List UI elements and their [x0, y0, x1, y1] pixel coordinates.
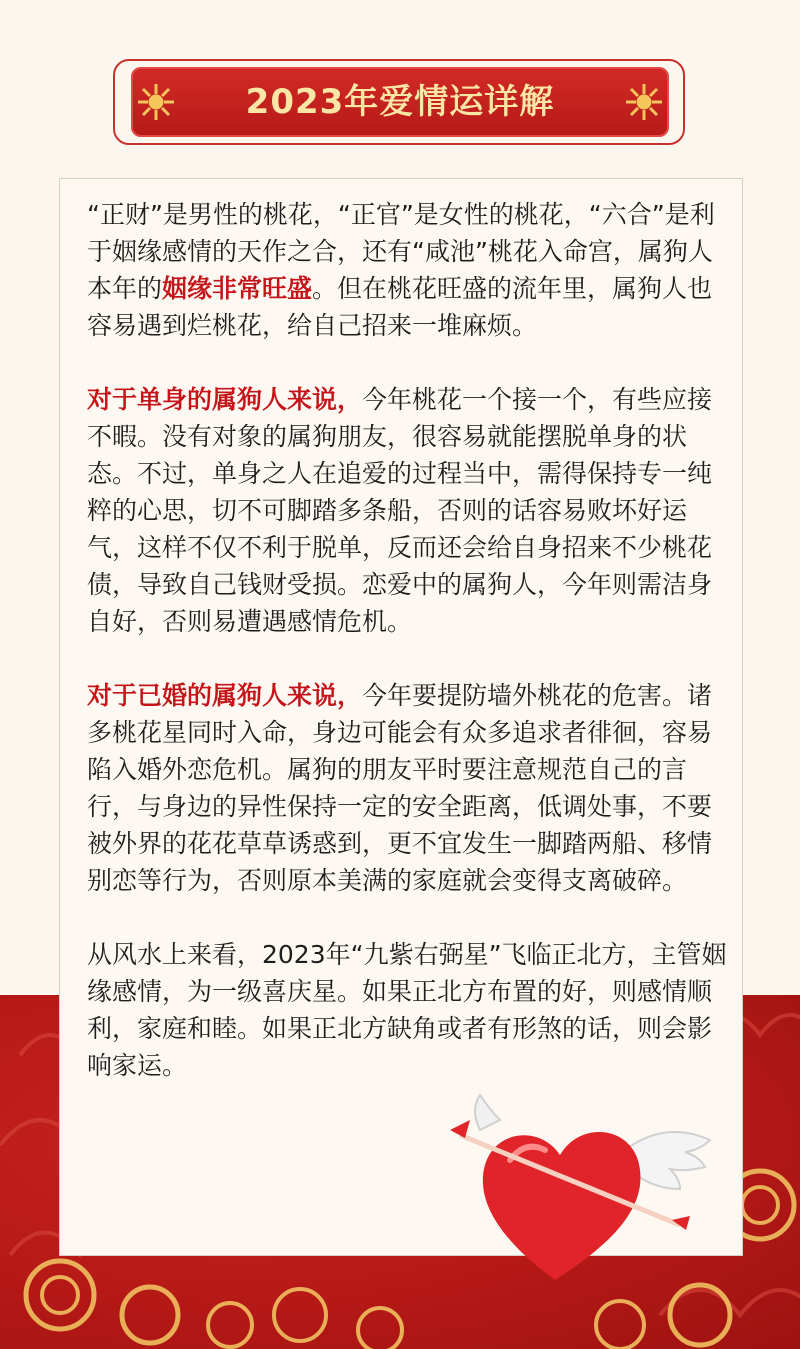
page-title: 2023年爱情运详解 — [245, 82, 555, 122]
winged-heart-icon — [440, 1090, 730, 1290]
paragraph-2 — [87, 381, 727, 640]
paragraph-1-text-end: 。但在桃花旺盛的流年里，属狗人也容易遇到烂桃花，给自己招来一堆麻烦。 — [87, 274, 713, 340]
paragraph-3 — [87, 677, 727, 899]
paragraph-2-text: 今年桃花一个接一个，有些应接不暇。没有对象的属狗朋友，很容易就能摆脱单身的状态。不过，单身之人在追爱的过程当中，需得保持专一纯粹的心思，切不可脚踏多条船，否则的话容易败坏好运气，这样不仅不利于脱单，反而还会给自身招来不少桃花债，导致自己钱财受损。恋爱中的属狗人，今年则需洁身自好，否则易遭遇感情危机。 — [87, 385, 713, 636]
paragraph-3-text: 今年要提防墙外桃花的危害。诸多桃花星同时入命，身边可能会有众多追求者徘徊，容易陷入婚外恋危机。属狗的朋友平时要注意规范自己的言行，与身边的异性保持一定的安全距离，低调处事，不要被外界的花花草草诱惑到，更不宜发生一脚踏两船、移情别恋等行为，否则原本美满的家庭就会变得支离破碎。 — [87, 681, 713, 895]
paragraph-4-text: 从风水上来看，2023年“九紫右弼星”飞临正北方，主管姻缘感情，为一级喜庆星。如果正北方布置的好，则感情顺利，家庭和睦。如果正北方缺角或者有形煞的话，则会影响家运。 — [87, 940, 727, 1080]
paragraph-4 — [87, 936, 727, 1084]
paragraph-3-highlight: 对于已婚的属狗人来说， — [87, 681, 363, 710]
paragraph-1-text: “正财”是男性的桃花，“正官”是女性的桃花，“六合”是利于姻缘感情的天作之合，还有“咸池”桃花入命宫，属狗人本年的 — [87, 200, 715, 303]
paragraph-1-highlight: 姻缘非常旺盛 — [162, 274, 313, 303]
article-body — [87, 196, 727, 1121]
paragraph-2-highlight: 对于单身的属狗人来说， — [87, 385, 363, 414]
paragraph-1 — [87, 196, 727, 344]
